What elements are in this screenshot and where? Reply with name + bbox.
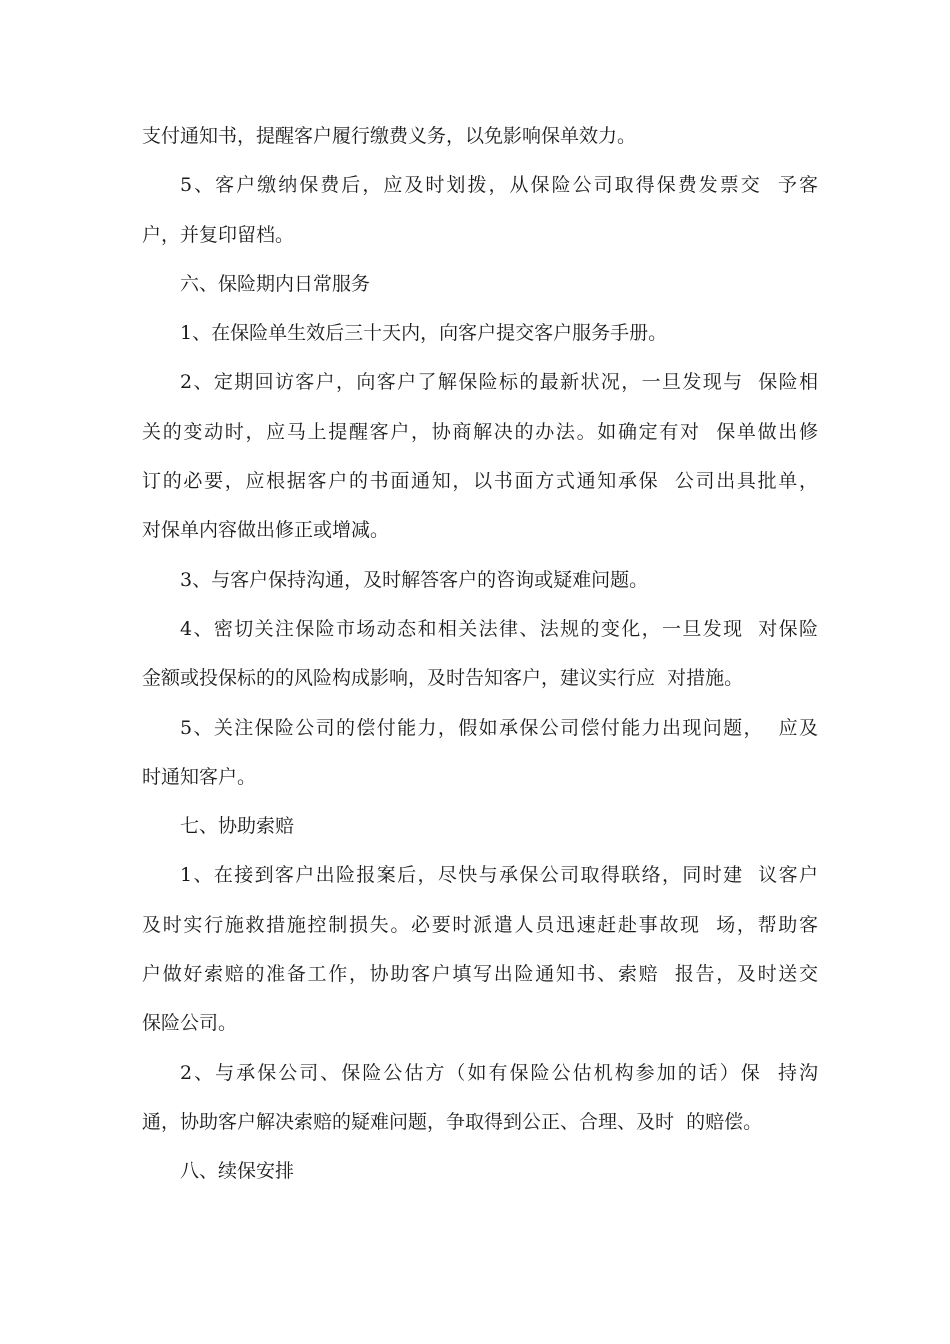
paragraph-line: 户，并复印留档。 (142, 223, 295, 246)
paragraph-line: 5、关注保险公司的偿付能力，假如承保公司偿付能力出现问题， 应及 (180, 716, 818, 739)
paragraph-line: 时通知客户。 (142, 765, 257, 788)
paragraph-line: 金额或投保标的的风险构成影响，及时告知客户，建议实行应 对措施。 (142, 667, 744, 690)
paragraph-line: 对保单内容做出修正或增减。 (142, 519, 390, 542)
paragraph-line: 保险公司。 (142, 1012, 238, 1035)
paragraph-line: 通，协助客户解决索赔的疑难问题，争取得到公正、合理、及时 的赔偿。 (142, 1110, 763, 1133)
paragraph-line: 户做好索赔的准备工作，协助客户填写出险通知书、索赔 报告，及时送交 (142, 963, 818, 986)
paragraph-line: 订的必要，应根据客户的书面通知，以书面方式通知承保 公司出具批单， (142, 470, 818, 493)
paragraph-line: 2、定期回访客户，向客户了解保险标的最新状况，一旦发现与 保险相 (180, 371, 818, 394)
section-heading: 六、保险期内日常服务 (180, 272, 371, 295)
paragraph-line: 4、密切关注保险市场动态和相关法律、法规的变化，一旦发现 对保险 (180, 617, 818, 640)
paragraph-line: 1、在保险单生效后三十天内，向客户提交客户服务手册。 (180, 322, 668, 345)
paragraph-line: 及时实行施救措施控制损失。必要时派遣人员迅速赶赴事故现 场，帮助客 (142, 913, 818, 936)
paragraph-line: 关的变动时，应马上提醒客户，协商解决的办法。如确定有对 保单做出修 (142, 420, 818, 443)
section-heading: 八、续保安排 (180, 1160, 295, 1183)
document-body (142, 112, 818, 1197)
section-heading: 七、协助索赔 (180, 815, 295, 838)
paragraph-line: 3、与客户保持沟通，及时解答客户的咨询或疑难问题。 (180, 568, 649, 591)
paragraph-line: 支付通知书，提醒客户履行缴费义务，以免影响保单效力。 (142, 125, 637, 147)
paragraph-line: 5、客户缴纳保费后，应及时划拨，从保险公司取得保费发票交 予客 (180, 174, 818, 197)
paragraph-line: 1、在接到客户出险报案后，尽快与承保公司取得联络，同时建 议客户 (180, 864, 818, 887)
paragraph-line: 2、与承保公司、保险公估方（如有保险公估机构参加的话）保 持沟 (180, 1061, 818, 1084)
